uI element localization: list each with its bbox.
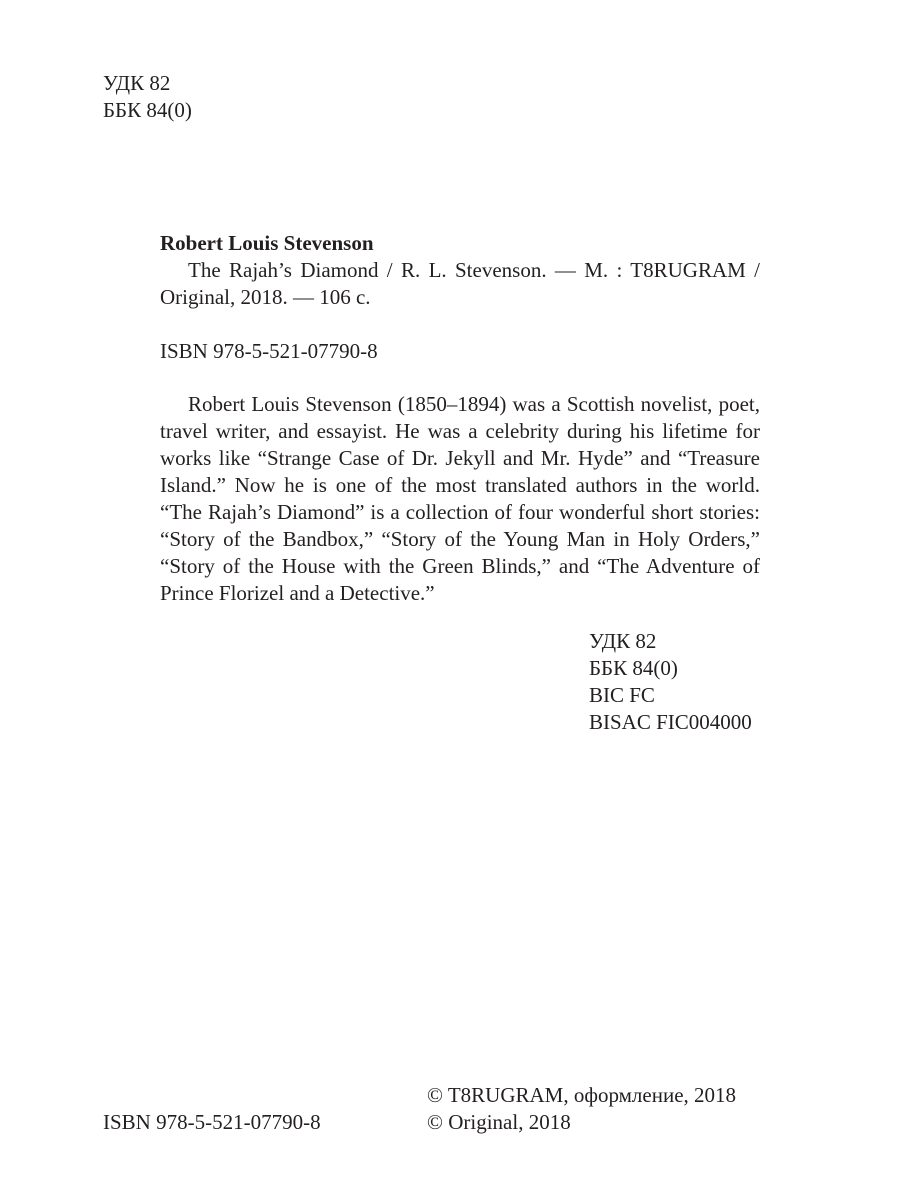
bibliographic-entry: The Rajah’s Diamond / R. L. Stevenson. — M. : T8RUGRAM / Original, 2018. — 106 с. bbox=[160, 258, 760, 309]
udk-code-bottom: УДК 82 bbox=[589, 629, 657, 653]
isbn-footer: ISBN 978-5-521-07790-8 bbox=[103, 1110, 321, 1134]
copyright-line-1: © T8RUGRAM, оформление, 2018 bbox=[427, 1083, 737, 1107]
top-classification-codes bbox=[103, 70, 192, 124]
bisac-code: BISAC FIC004000 bbox=[589, 710, 752, 734]
bbk-code-bottom: ББК 84(0) bbox=[589, 656, 678, 680]
isbn-line: ISBN 978-5-521-07790-8 bbox=[160, 339, 378, 363]
udk-code: УДК 82 bbox=[103, 71, 171, 95]
bic-code: BIC FC bbox=[589, 683, 655, 707]
catalog-record bbox=[160, 230, 760, 311]
copyright-line-2: © Original, 2018 bbox=[427, 1110, 571, 1134]
annotation-paragraph: Robert Louis Stevenson (1850–1894) was a Scottish novelist, poet, travel writer, and essayist. He was a celebrity during his lifetime for works like “Strange Case of Dr. Jekyll and Mr. Hyde” and “Treasure Island.” Now he is one of the most translated authors in the world. “The Rajah’s Diamond” is a collection of four wonderful short stories: “Story of the Bandbox,” “Story of the Young Man in Holy Orders,” “Story of the House with the Green Blinds,” and “The Adventure of Prince Florizel and a Detective.” bbox=[160, 392, 760, 605]
author-name: Robert Louis Stevenson bbox=[160, 231, 374, 255]
bbk-code: ББК 84(0) bbox=[103, 98, 192, 122]
bottom-classification-codes bbox=[589, 628, 752, 736]
copyright-block bbox=[427, 1082, 736, 1136]
